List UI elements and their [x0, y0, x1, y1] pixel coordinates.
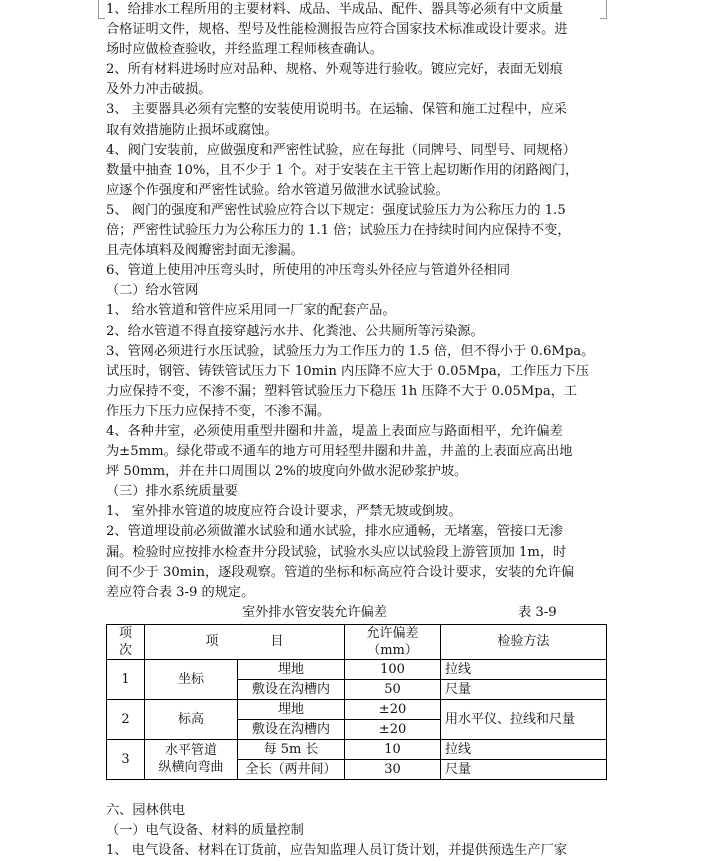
cell-sub: 每 5m 长 [238, 739, 345, 759]
text-line: 作压力下压力应保持不变，不渗不漏。 [106, 403, 331, 419]
header-method: 检验方法 [441, 624, 607, 659]
table-number: 表 3-9 [518, 604, 557, 620]
document-page [106, 0, 606, 861]
text-line: 应逐个作强度和严密性试验。给水管道另做泄水试验试验。 [106, 182, 449, 198]
body-text-bottom [106, 801, 606, 861]
cell-tolerance: 50 [345, 679, 441, 699]
cell-method: 尺量 [441, 759, 607, 779]
margin-crop-mark-left [98, 0, 105, 19]
header-tolerance: 允许偏差（mm） [345, 624, 441, 659]
cell-tolerance: 100 [345, 659, 441, 679]
cell-sub: 敷设在沟槽内 [238, 679, 345, 699]
text-line: 3、 主要器具必须有完整的安装使用说明书。在运输、保管和施工过程中，应采 [106, 102, 567, 118]
cell-method: 尺量 [441, 679, 607, 699]
text-line: （二）给水管网 [106, 283, 199, 299]
text-line: 1、 电气设备、材料在订货前，应告知监理人员订货计划，并提供预选生产厂家 [106, 843, 567, 858]
text-line: 漏。检验时应按排水检查井分段试验，试验水头应以试验段上游管顶加 1m，时 [106, 544, 567, 560]
text-line: 试压时，钢管、铸铁管试压力下 10min 内压降不应大于 0.05Mpa，工作压力下压 [106, 363, 589, 379]
text-line: 1、给排水工程所用的主要材料、成品、半成品、配件、器具等必须有中文质量 [106, 2, 563, 17]
table-row [107, 659, 607, 679]
cell-item: 坐标 [145, 659, 238, 699]
text-line: 合格证明文件，规格、型号及性能检测报告应符合国家技术标准或设计要求。进 [106, 22, 568, 38]
text-line: 5、 阀门的强度和严密性试验应符合以下规定：强度试验压力为公称压力的 1.5 [106, 202, 566, 218]
text-line: （一）电气设备、材料的质量控制 [106, 822, 304, 838]
text-line: 3、管网必须进行水压试验，试验压力为工作压力的 1.5 倍，但不得小于 0.6Mpa。 [106, 343, 595, 359]
cell-index: 1 [107, 659, 145, 699]
header-item: 项 目 [145, 624, 345, 659]
text-line: 六、园林供电 [106, 802, 186, 818]
text-line: 数量中抽查 10%，且不少于 1 个。对于安装在主干管上起切断作用的闭路阀门， [106, 162, 579, 178]
text-line: （三）排水系统质量要 [106, 484, 238, 500]
cell-sub: 全长（两井间） [238, 759, 345, 779]
text-line: 4、各种井室，必须使用重型井圈和井盖，堤盖上表面应与路面相平，允许偏差 [106, 423, 563, 439]
text-line: 为±5mm。绿化带或不通车的地方可用轻型井圈和井盖，井盖的上表面应高出地 [106, 444, 573, 460]
table-row [107, 739, 607, 759]
cell-tolerance: 30 [345, 759, 441, 779]
text-line: 2、所有材料进场时应对品种、规格、外观等进行验收。镀应完好，表面无划痕 [106, 62, 563, 78]
header-index: 项次 [107, 624, 145, 659]
text-line: 2、给水管道不得直接穿越污水井、化粪池、公共厕所等污染源。 [106, 323, 484, 339]
cell-sub: 埋地 [238, 699, 345, 719]
text-line: 2、管道埋设前必须做灌水试验和通水试验，排水应通畅，无堵塞，管接口无渗 [106, 524, 563, 540]
cell-method: 拉线 [441, 659, 607, 679]
cell-sub: 埋地 [238, 659, 345, 679]
text-line: 场时应做检查验收，并经监理工程师核查确认。 [106, 42, 383, 58]
text-line: 倍；严密性试验压力为公称压力的 1.1 倍；试验压力在持续时间内应保持不变， [106, 223, 571, 239]
text-line: 坪 50mm，并在井口周围以 2%的坡度向外做水泥砂浆护坡。 [106, 464, 468, 480]
table-caption [106, 603, 606, 623]
cell-method: 拉线 [441, 739, 607, 759]
cell-method: 用水平仪、拉线和尺量 [441, 699, 607, 739]
table-row [107, 699, 607, 719]
text-line: 差应符合表 3-9 的规定。 [106, 584, 255, 600]
text-line: 1、 给水管道和管件应采用同一厂家的配套产品。 [106, 303, 396, 319]
cell-tolerance: 10 [345, 739, 441, 759]
cell-tolerance: ±20 [345, 699, 441, 719]
tolerance-table [106, 624, 607, 780]
table-header-row [107, 624, 607, 659]
text-line: 及外力冲击破损。 [106, 82, 212, 98]
cell-index: 2 [107, 699, 145, 739]
cell-index: 3 [107, 739, 145, 779]
table-title: 室外排水管安装允许偏差 [242, 604, 388, 620]
text-line: 间不少于 30min，逐段观察。管道的坐标和标高应符合设计要求，安装的允许偏 [106, 564, 575, 580]
cell-tolerance: ±20 [345, 719, 441, 739]
cell-sub: 敷设在沟槽内 [238, 719, 345, 739]
cell-item: 标高 [145, 699, 238, 739]
text-line: 4、阀门安装前，应做强度和严密性试验，应在每批（同牌号、同型号、同规格） [106, 142, 576, 158]
body-text-top [106, 0, 606, 603]
text-line: 1、 室外排水管道的坡度应符合设计要求，严禁无坡或倒坡。 [106, 504, 462, 520]
cell-item [145, 739, 238, 779]
cell-item-line: 水平管道 [164, 743, 217, 759]
text-line: 且壳体填料及阀瓣密封面无渗漏。 [106, 243, 304, 259]
text-line: 力应保持不变，不渗不漏；塑料管试验压力下稳压 1h 压降不大于 0.05Mpa，工 [106, 383, 578, 399]
text-line: 6、管道上使用冲压弯头时，所使用的冲压弯头外径应与管道外径相同 [106, 263, 511, 279]
text-line: 取有效措施防止损坏或腐蚀。 [106, 122, 278, 138]
cell-item-line: 纵横向弯曲 [158, 760, 224, 776]
